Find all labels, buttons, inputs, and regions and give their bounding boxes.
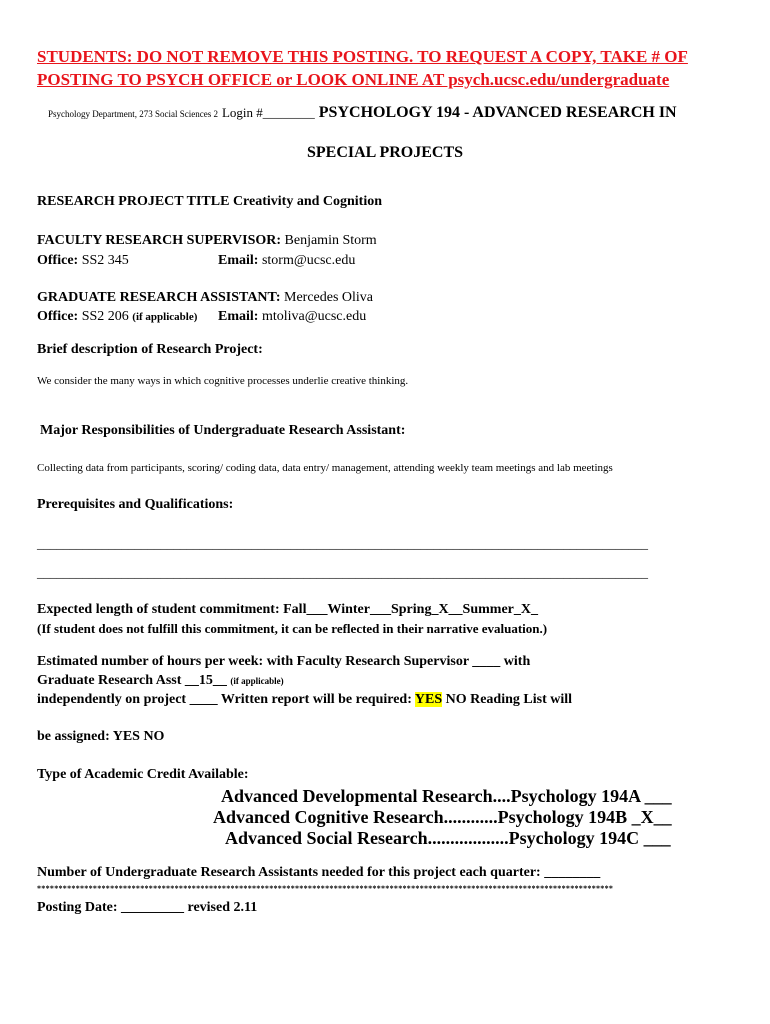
- faculty-email: storm@ucsc.edu: [261, 253, 356, 268]
- responsibilities-label: Major Responsibilities of Undergraduate Research Assistant:: [40, 423, 406, 438]
- faculty-office-label: Office:: [37, 253, 79, 268]
- grad-label: GRADUATE RESEARCH ASSISTANT:: [37, 290, 281, 305]
- description-label: Brief description of Research Project:: [37, 342, 263, 357]
- credit-option-developmental: Advanced Developmental Research....Psychology 194A ___: [221, 786, 672, 806]
- credit-option-cognitive: Advanced Cognitive Research............Psychology 194B _X__: [213, 807, 672, 827]
- faculty-name: Benjamin Storm: [284, 233, 377, 248]
- hours-line-2: [37, 673, 284, 689]
- grad-if-applicable: (if applicable): [132, 311, 198, 323]
- faculty-label: FACULTY RESEARCH SUPERVISOR:: [37, 233, 282, 248]
- notice-line-1: STUDENTS: DO NOT REMOVE THIS POSTING. TO REQUEST A COPY, TAKE # OF: [37, 47, 688, 66]
- grad-office-label: Office:: [37, 309, 79, 324]
- faculty-supervisor-row: [37, 233, 377, 249]
- credit-option-social: Advanced Social Research..................Psychology 194C ___: [225, 828, 671, 848]
- faculty-office: SS2 345: [81, 253, 129, 268]
- separator: **************************************************************************************************************************************: [37, 884, 614, 893]
- posting-date: Posting Date: _________ revised 2.11: [37, 900, 258, 915]
- commitment-text: Expected length of student commitment: Fall___Winter___Spring_X__Summer_X_: [37, 602, 538, 617]
- hours-if-applicable: (if applicable): [230, 676, 284, 686]
- header-row: [48, 104, 677, 122]
- project-title-value: Creativity and Cognition: [232, 194, 383, 209]
- login-field: Login #________: [221, 105, 315, 120]
- written-report-yes: YES: [414, 692, 443, 707]
- grad-assistant-row: [37, 290, 373, 306]
- hours-line-1: Estimated number of hours per week: with Faculty Research Supervisor ____ with: [37, 654, 531, 669]
- project-title-row: [37, 194, 382, 210]
- grad-name: Mercedes Oliva: [284, 290, 374, 305]
- commitment-note: (If student does not fulfill this commitment, it can be reflected in their narrative evaluation.): [37, 621, 548, 636]
- prerequisites-line-2: ______________________________________________________________________________________________: [37, 565, 648, 580]
- hours-line-4: be assigned: YES NO: [37, 729, 165, 744]
- faculty-email-row: [218, 253, 355, 269]
- department-address: Psychology Department, 273 Social Sciences 2: [48, 109, 218, 119]
- grad-email-label: Email:: [218, 309, 259, 324]
- credit-label: Type of Academic Credit Available:: [37, 767, 249, 782]
- grad-email: mtoliva@ucsc.edu: [261, 309, 367, 324]
- responsibilities-text: Collecting data from participants, scoring/ coding data, data entry/ management, attending weekly team meetings and lab meetings: [37, 462, 613, 474]
- independent-hours: independently on project ____ Written report will be required:: [37, 692, 412, 707]
- notice-line-2: POSTING TO PSYCH OFFICE or LOOK ONLINE AT psych.ucsc.edu/undergraduate: [37, 70, 670, 89]
- grad-office: SS2 206: [81, 309, 129, 324]
- page-title: PSYCHOLOGY 194 - ADVANCED RESEARCH IN: [318, 104, 677, 121]
- reading-list-text: NO Reading List will: [445, 692, 573, 707]
- faculty-office-row: [37, 253, 129, 269]
- grad-email-row: [218, 309, 366, 325]
- grad-office-row: [37, 309, 197, 325]
- page-title-line-2: SPECIAL PROJECTS: [306, 144, 464, 161]
- faculty-email-label: Email:: [218, 253, 259, 268]
- description-text: We consider the many ways in which cognitive processes underlie creative thinking.: [37, 375, 409, 387]
- grad-hours: Graduate Research Asst __15__: [37, 673, 227, 688]
- assistants-needed: Number of Undergraduate Research Assistants needed for this project each quarter: ________: [37, 865, 601, 880]
- prerequisites-line-1: ______________________________________________________________________________________________: [37, 536, 648, 551]
- project-title-label: RESEARCH PROJECT TITLE: [37, 194, 230, 209]
- prerequisites-label: Prerequisites and Qualifications:: [37, 497, 234, 512]
- hours-line-3: [37, 692, 572, 708]
